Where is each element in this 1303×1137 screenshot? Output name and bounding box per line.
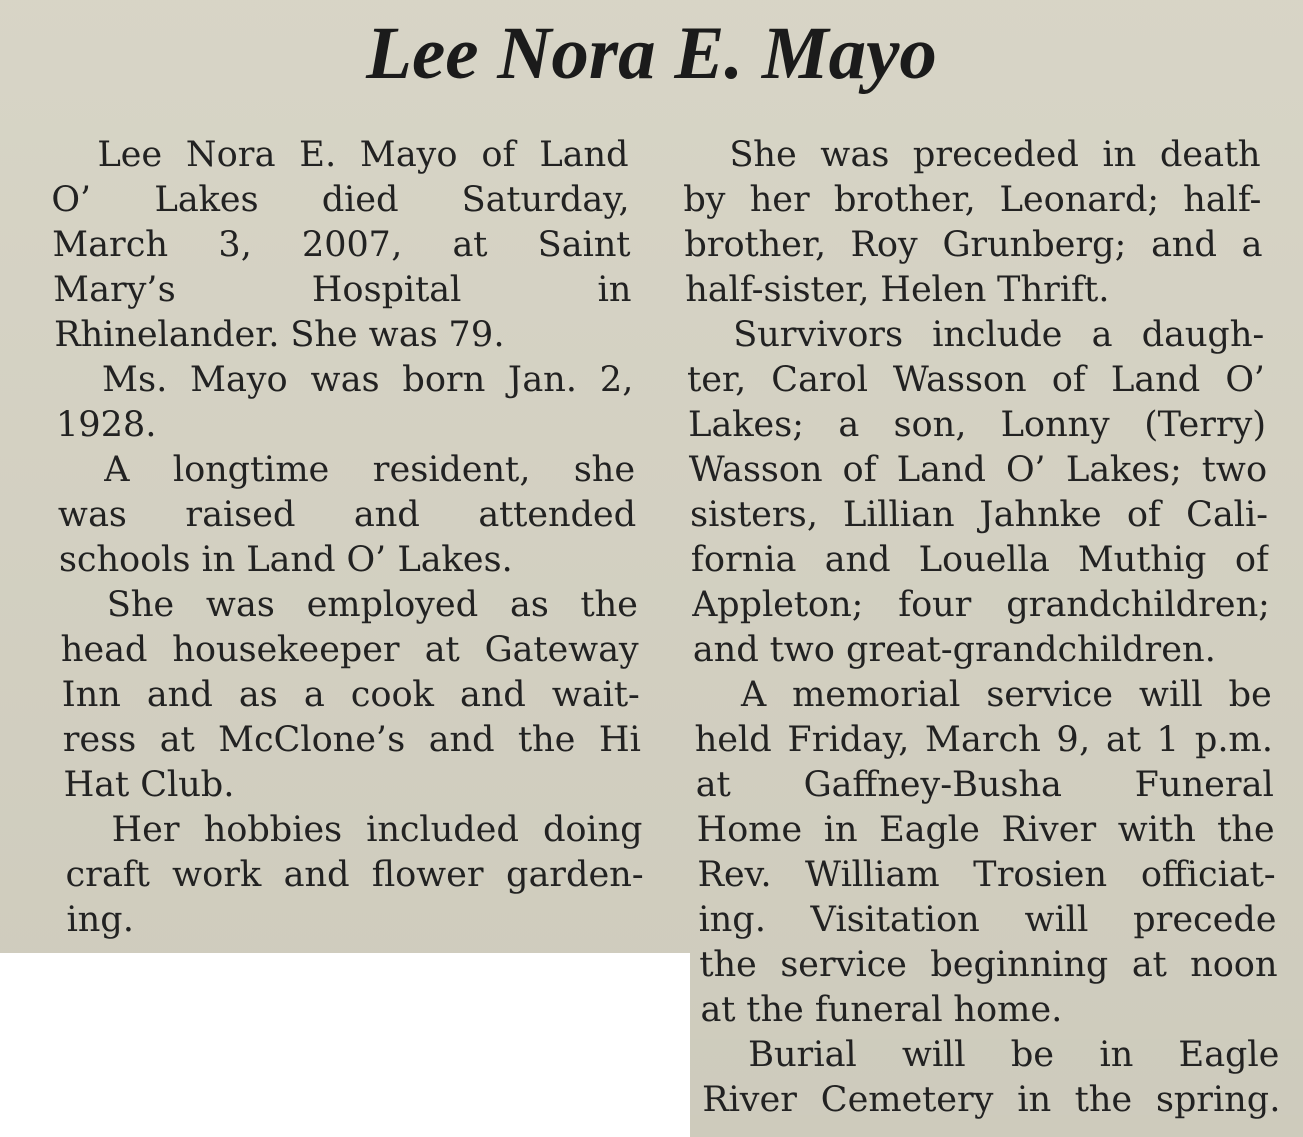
text-line: Rhinelander. She was 79. bbox=[53, 315, 505, 355]
text-line: ing. Visitation will precede bbox=[698, 900, 1277, 940]
right-column bbox=[682, 133, 1281, 1123]
text-line: sisters, Lillian Jahnke of Cali- bbox=[689, 495, 1269, 535]
text-line: Home in Eagle River with the bbox=[696, 810, 1276, 850]
text-line: half-sister, Helen Thrift. bbox=[684, 270, 1110, 310]
text-line: Mary’s Hospital in bbox=[52, 270, 632, 310]
text-line: fornia and Louella Muthig of bbox=[690, 540, 1270, 580]
text-line: ing. bbox=[66, 900, 135, 940]
text-line: craft work and flower garden- bbox=[65, 855, 644, 895]
text-line: at Gaffney-Busha Funeral bbox=[695, 765, 1275, 805]
text-line: Lee Nora E. Mayo of Land bbox=[97, 135, 629, 175]
obituary-title: Lee Nora E. Mayo bbox=[366, 12, 937, 95]
text-line: March 3, 2007, at Saint bbox=[51, 225, 631, 265]
paragraph bbox=[59, 583, 642, 808]
text-line: Inn and as a cook and wait- bbox=[61, 675, 641, 715]
text-line: Lakes; a son, Lonny (Terry) bbox=[687, 405, 1267, 445]
text-line: A longtime resident, she bbox=[103, 450, 636, 490]
text-line: Wasson of Land O’ Lakes; two bbox=[688, 450, 1268, 490]
paragraph bbox=[55, 358, 635, 448]
text-line: and two great-grandchildren. bbox=[692, 630, 1217, 670]
paragraph bbox=[57, 448, 638, 583]
text-line: Hat Club. bbox=[63, 765, 235, 805]
text-line: by her brother, Leonard; half- bbox=[682, 180, 1262, 220]
text-line: Burial will be in Eagle bbox=[747, 1035, 1280, 1075]
paragraph bbox=[50, 133, 633, 358]
text-line: O’ Lakes died Saturday, bbox=[50, 180, 630, 220]
text-line: ress at McClone’s and the Hi bbox=[62, 720, 642, 760]
text-line: She was preceded in death bbox=[729, 135, 1261, 175]
paragraph bbox=[64, 808, 645, 943]
text-line: A memorial service will be bbox=[740, 675, 1273, 715]
text-line: She was employed as the bbox=[106, 585, 639, 625]
text-line: was raised and attended bbox=[57, 495, 637, 535]
text-line: the service beginning at noon bbox=[699, 945, 1278, 985]
paragraph bbox=[686, 313, 1272, 673]
left-column bbox=[50, 133, 645, 943]
text-line: Rev. William Trosien officiat- bbox=[697, 855, 1276, 895]
text-line: brother, Roy Grunberg; and a bbox=[683, 225, 1263, 265]
text-line: Appleton; four grandchildren; bbox=[691, 585, 1271, 625]
text-line: Survivors include a daugh- bbox=[732, 315, 1265, 355]
text-line: head housekeeper at Gateway bbox=[60, 630, 640, 670]
text-line: held Friday, March 9, at 1 p.m. bbox=[694, 720, 1274, 760]
text-line: Ms. Mayo was born Jan. 2, bbox=[101, 360, 634, 400]
paragraph bbox=[701, 1033, 1281, 1123]
text-line: ter, Carol Wasson of Land O’ bbox=[686, 360, 1266, 400]
text-line: at the funeral home. bbox=[699, 990, 1063, 1030]
text-line: Her hobbies included doing bbox=[111, 810, 644, 850]
text-line: River Cemetery in the spring. bbox=[701, 1080, 1281, 1120]
paragraph bbox=[682, 133, 1264, 313]
text-line: schools in Land O’ Lakes. bbox=[58, 540, 514, 580]
text-line: 1928. bbox=[55, 405, 157, 445]
paragraph bbox=[693, 673, 1279, 1033]
